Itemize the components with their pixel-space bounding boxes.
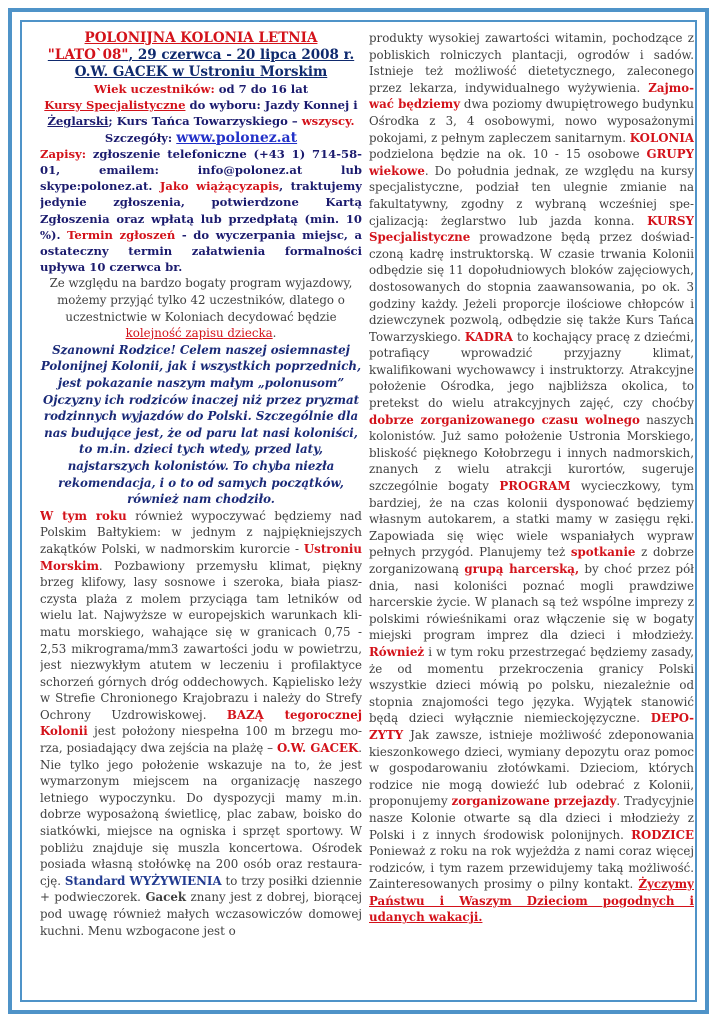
- notice-highlight: kolejność zapisu dziecka: [125, 326, 273, 341]
- location: O.W. GACEK w Ustroniu Morskim: [74, 64, 328, 80]
- left-column: [40, 30, 362, 978]
- left-body-paragraph: W tym roku również wypoczywać będziemy nad Polskim Bałtykiem: w jednym z najpiękniejszych zakątków Polski, w nadmorskim kurorcie - Ustroniu Morskim. Pozbawiony przemysłu klimat, piękny brzeg klifowy, lasy sosnowe i szeroka, biała piaszczysta plaża z molem przyciąga tam letników od wielu lat. Najwyższe w europejskich warunkach klimatu morskiego, wahające się w granicach 0,75 - 2,53 mikrograma/mm3 zawartości jodu w powietrzu, jest niezwykłym atutem w leczeniu i profilaktyce schorzeń górnych dróg oddechowych. Kąpielisko leży w Strefie Chronionego Krajobrazu i należy do Strefy Ochrony Uzdrowiskowej. BAZĄ tegorocznej Kolonii jest położony niespełna 100 m brzegu morza, posiadający dwa zejścia na plażę – O.W. GACEK. Nie tylko jego położenie wskazuje na to, że jest wymarzonym miejscem na organizację naszego letniego wypoczynku. Do dyspozycji mamy m.in. dobrze wyposażoną świetlicę, plac zabaw, boisko do siatkówki, miejsce na ogniska i sprzęt sportowy. W pobliżu znajduje się muszla koncertowa. Ośrodek posiada własną stołówkę na 200 osób oraz restaurację. Standard WYŻYWIENIA to trzy posiłki dziennie + podwieczorek. Gacek znany jest z dobrej, biorącej pod uwagę również małych wczasowiczów domowej kuchni. Menu wzbogacone jest o: [40, 508, 362, 938]
- details-line: Szczegóły: www.polonez.at: [104, 129, 298, 146]
- parents-message: Szanowni Rodzice! Celem naszej osiemnastej Polonijnej Kolonii, jak i wszystkich poprzednich, jest pokazanie naszym małym „polonusom” Ojczyzny ich rodziców inaczej niż przez pryzmat rodzinnych wyjazdów do Polski. Szczególnie dla nas budujące jest, że od paru lat nasi koloniści, to m.in. dzieci tych wtedy, przed laty, najstarszych kolonistów. To chyba niezła rekomendacja, i o to od samych początków, również nam chodziło.: [40, 342, 362, 507]
- header: [40, 30, 362, 81]
- dates: , 29 czerwca - 20 lipca 2008 r.: [128, 47, 355, 63]
- right-body-paragraph: produkty wysokiej zawartości witamin, pochodzące z pobliskich rolniczych plantacji, ogrodów i sadów. Istnieje też możliwość dietetycznego, zaleconego przez lekarza, indywidualnego wyżywienia. Zajmować będziemy dwa poziomy dwupiętrowego budynku Ośrodka z 3, 4 osobowymi, nowo wyposażonymi pokojami, z pełnym zapleczem sanitarnym. KOLONIA podzielona będzie na ok. 10 - 15 osobowe GRUPY wiekowe. Do południa jednak, ze względu na kursy specjalistyczne, podział ten ulegnie zmianie na fakultatywny, zgodny z wybraną wcześniej specjalizacją: żeglarstwo lub jazda konna. KURSY Specjalistyczne prowadzone będą przez doświadczoną kadrę instruktorską. W czasie trwania Kolonii odbędzie się 11 dopołudniowych bloków zajęciowych, dostosowanych do stopnia zaawansowania, po ok. 3 godziny każdy. Jeżeli proporcje ilościowe chłopców i dziewczynek pozwolą, odbędzie się także Kurs Tańca Towarzyskiego. KADRA to kochający pracę z dziećmi, potrafiący wprowadzić przyjazny klimat, kwalifikowani wychowawcy i instruktorzy. Atrakcyjne położenie Ośrodka, jego najbliższa okolica, to pretekst do wielu atrakcyjnych zajęć, czy choćby dobrze zorganizowanego czasu wolnego naszych kolonistów. Już samo położenie Ustronia Morskiego, bliskość pięknego Kołobrzegu i innych nadmorskich, znanych z wielu atrakcji kurortów, sugeruje szczególnie bogaty PROGRAM wycieczkowy, tym bardziej, że na czas kolonii dysponować będziemy własnym autokarem, a statki mamy w zasięgu ręki. Zapowiada się więc wiele wspaniałych wypraw pełnych przygód. Planujemy też spotkanie z dobrze zorganizowaną grupą harcerską, by choć przez pół dnia, nasi koloniści poznać mogli prawdziwe harcerskie życie. W planach są też wspólne imprezy z polskimi rówieśnikami oraz włączenie się w bogaty miejski program imprez dla dzieci i młodzieży. Również i w tym roku przestrzegać będziemy zasady, że od momentu przekroczenia granicy Polski wszystkie dzieci mówią po polsku, niezależnie od stopnia znajomości tego języka. Wyjątek stanowić będą dzieci wyłącznie niemieckojęzyczne. DEPOZYTY Jak zawsze, istnieje możliwość zdeponowania kieszonkowego dzieci, wymiany depozytu oraz pomoc w gospodarowaniu złotówkami. Dzieciom, których rodzice nie mogą dowieźć lub odebrać z Kolonii, proponujemy zorganizowane przejazdy. Tradycyjnie nasze Kolonie otwarte są dla dzieci i młodzieży z Polski i z innych środowisk polonijnych. RODZICE Ponieważ z roku na rok wyjeżdża z nami coraz więcej rodziców, i tym razem przewidujemy taką możliwość. Zainteresowanych prosimy o pilny kontakt. Życzymy Państwu i Waszym Dzieciom pogodnych i udanych wakacji.: [369, 31, 694, 925]
- page-title: POLONIJNA KOLONIA LETNIA: [84, 30, 318, 46]
- dates-line: [40, 47, 362, 64]
- courses-line: Kursy Specjalistyczne do wyboru: Jazdy Konnej i Żeglarski; Kurs Tańca Towarzyskiego – wszyscy.: [44, 98, 358, 129]
- right-column: [369, 30, 694, 978]
- edition-name: "LATO`08": [47, 47, 129, 63]
- signup-paragraph: Zapisy: zgłoszenie telefoniczne (+43 1) 714-58-01, emailem: info@polonez.at lub skype:polonez.at. Jako wiążącyzapis, traktujemy jedynie zgłoszenia, potwierdzone Kartą Zgłoszenia oraz wpłatą lub przedpłatą (min. 10 %). Termin zgłoszeń - do wyczerpania miejsc, a ostateczny termin załatwienia formalności upływa 10 czerwca br.: [40, 146, 362, 275]
- age-line: Wiek uczestników: od 7 do 16 lat: [93, 82, 309, 96]
- website-link[interactable]: www.polonez.at: [176, 129, 298, 146]
- notice-paragraph: Ze względu na bardzo bogaty program wyjazdowy, możemy przyjąć tylko 42 uczestników, dlatego o uczestnictwie w Koloniach decydować będzie kolejność zapisu dziecka.: [49, 276, 353, 341]
- closing-wishes: Życzymy Państwu i Waszym Dzieciom pogodnych i udanych wakacji.: [369, 877, 694, 925]
- info-block: [40, 81, 362, 275]
